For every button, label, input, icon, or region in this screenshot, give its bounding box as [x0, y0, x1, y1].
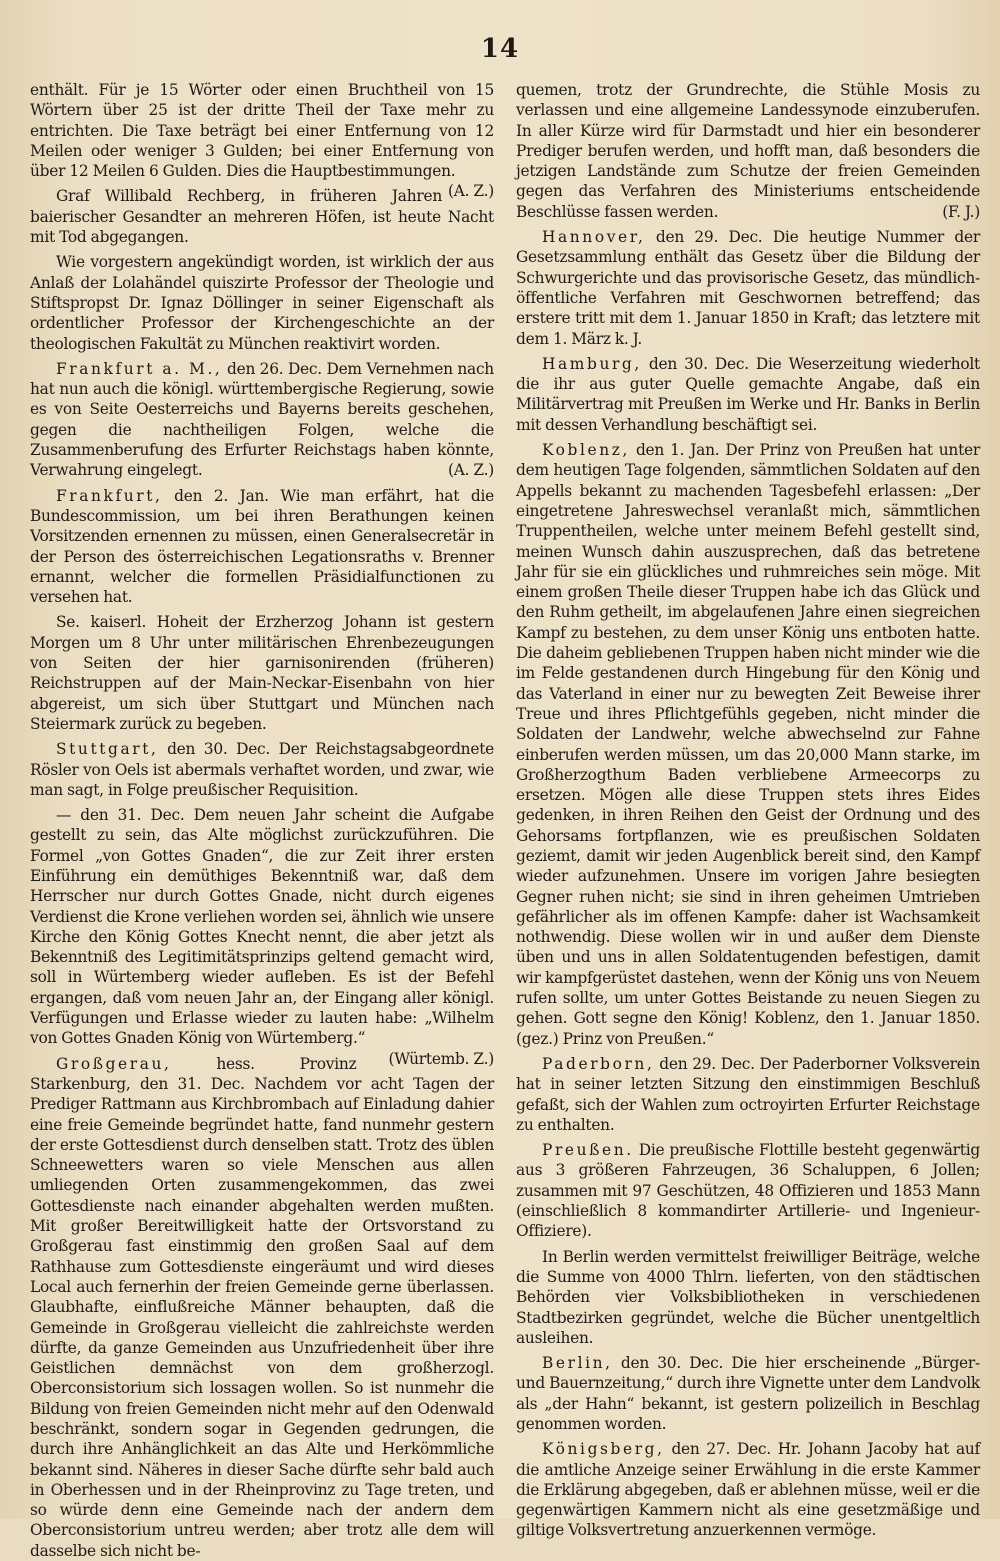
dateline-place: Koblenz,: [542, 441, 630, 460]
article-paragraph: [30, 252, 494, 353]
article-text: Graf Willibald Rechberg, in früheren Jahren baierischer Gesandter an mehreren Höfen, ist heute Nacht mit Tod abgegangen.: [30, 187, 494, 247]
article-text: den 30. Dec. Die Weserzeitung wiederholt die ihr aus guter Quelle gemachte Angabe, daß ein Militärvertrag mit Preußen im Werke und Hr. Banks in Berlin mit dessen Verhandlung beschäftigt sei.: [516, 354, 980, 434]
article-paragraph: [516, 1439, 980, 1540]
article-paragraph: [516, 1054, 980, 1135]
article-text: den 1. Jan. Der Prinz von Preußen hat unter dem heutigen Tage folgenden, sämmtlichen Soldaten auf den Appells bekannt zu machenden Tagesbefehl erlassen: „Der eingetretene Jahreswechsel veranlaßt mich, sämmtlichen Truppentheilen, welche unter meinem Befehl gestellt sind, meinen Wunsch dahin auszusprechen, daß das betretene Jahr für sie ein glückliches und ruhmreiches sein möge. Mit einem großen Theile dieser Truppen habe ich das Glück und den Ruhm getheilt, im abgelaufenen Jahre einen siegreichen Kampf zu bestehen, zu dem unser König uns entboten hatte. Die daheim gebliebenen Truppen haben nicht minder wie die im Felde gestandenen durch Hingebung für den König und das Vaterland in einer nur zu bewegten Zeit Beweise ihrer Treue und ihres Pflichtgefühls gegeben, nicht minder die Soldaten der Landwehr, welche abwechselnd zur Fahne einberufen werden müssen, um das 20,000 Mann starke, im Großherzogthum Baden verbliebene Armeecorps zu ersetzen. Mögen alle diese Truppen stets ihres Eides gedenken, in ihren Reihen den Geist der Ordnung und des Gehorsams fortpflanzen, wie es preußischen Soldaten geziemt, damit wir jeden Augenblick bereit sind, den Kampf wieder aufzunehmen. Unsere im vorigen Jahre besiegten Gegner ruhen nicht; sie sind in ihren geheimen Umtrieben gefährlicher als im offenen Kampfe: daher ist Wachsamkeit nothwendig. Diese wollen wir in und außer dem Dienste üben und uns in allen Soldatentugenden befestigen, damit wir kampfgerüstet dastehen, wenn der König uns von Neuem rufen sollte, um unter Gottes Beistande zu neuen Siegen zu gehen. Gott segne den König! Koblenz, den 1. Januar 1850. (gez.) Prinz von Preußen.“: [516, 441, 980, 1048]
article-text: den 26. Dec. Dem Vernehmen nach hat nun auch die königl. württembergische Regierung, sowie es von Seite Oesterreichs und Bayerns bereits geschehen, gegen die nachtheiligen Folgen, welche die Zusammenberufung des Erfurter Reichstags haben könnte, Verwahrung eingelegt.: [30, 359, 494, 480]
article-paragraph: [30, 359, 494, 481]
article-paragraph: [30, 1054, 494, 1561]
article-paragraph: [516, 1247, 980, 1348]
article-text: Die preußische Flottille besteht gegenwärtig aus 3 größeren Fahrzeugen, 36 Schaluppen, 6 Jollen; zusammen mit 97 Geschützen, 48 Offizieren und 1853 Mann (einschließlich 8 kommandirter Artillerie- und Ingenieur-Offiziere).: [516, 1141, 980, 1241]
article-paragraph: [516, 1140, 980, 1241]
source-citation: (A. Z.): [448, 461, 494, 480]
article-text: den 2. Jan. Wie man erfährt, hat die Bundescommission, um bei ihren Berathungen keinen Vorsitzenden ernennen zu müssen, einen Generalsecretär in der Person des österreichischen Legationsraths v. Brenner ernannt, welcher die formellen Präsidialfunctionen zu versehen hat.: [30, 486, 494, 607]
right-column: [516, 80, 980, 1540]
page-number: 14: [480, 34, 520, 64]
article-text: quemen, trotz der Grundrechte, die Stühle Mosis zu verlassen und eine allgemeine Landessynode einzuberufen. In aller Kürze wird für Darmstadt und hier ein besonderer Prediger berufen werden, und hofft man, daß besonders die jetzigen Landstände zum Schutze der freien Gemeinden gegen das Verfahren des Ministeriums entscheidende Beschlüsse fassen werden.: [516, 81, 980, 221]
dateline-place: Stuttgart,: [56, 740, 159, 759]
article-text: enthält. Für je 15 Wörter oder einen Bruchtheil von 15 Wörtern über 25 ist der dritte Theil der Taxe mehr zu entrichten. Die Taxe beträgt bei einer Entfernung von 12 Meilen oder weniger 3 Gulden; bei einer Entfernung von über 12 Meilen 6 Gulden. Dies die Hauptbestimmungen.: [30, 81, 494, 181]
article-paragraph: [516, 80, 980, 222]
article-paragraph: [30, 612, 494, 734]
dateline-place: Frankfurt a. M.,: [56, 359, 223, 378]
source-citation: (Würtemb. Z.): [388, 1049, 494, 1068]
article-text: den 30. Dec. Die hier erscheinende „Bürger- und Bauernzeitung,“ durch ihre Vignette unter dem Landvolk als „der Hahn“ bekannt, ist gestern polizeilich in Beschlag genommen worden.: [516, 1354, 980, 1433]
article-paragraph: [30, 486, 494, 608]
dateline-place: Frankfurt,: [56, 486, 163, 505]
article-text: — den 31. Dec. Dem neuen Jahr scheint die Aufgabe gestellt zu sein, das Alte möglichst zurückzuführen. Die Formel „von Gottes Gnaden“, die zur Zeit ihrer ersten Einführung ein demüthiges Bekenntniß war, daß dem Herrscher nur durch Gottes Gnade, nicht durch eigenes Verdienst die Krone verliehen worden sei, ähnlich wie unsere Kirche den König Gottes Knecht nennt, die aber jetzt als Bekenntniß des Legitimitätsprinzips geltend gemacht wird, soll in Würtemberg wieder aufleben. Es ist der Befehl ergangen, daß vom neuen Jahr an, der Eingang aller königl. Verfügungen und Erlasse wieder zu lauten habe: „Wilhelm von Gottes Gnaden König von Würtemberg.“: [30, 806, 494, 1048]
article-paragraph: [30, 80, 494, 201]
article-paragraph: [516, 227, 980, 349]
article-paragraph: [516, 354, 980, 435]
article-paragraph: [30, 739, 494, 800]
article-text: hess. Provinz Starkenburg, den 31. Dec. Nachdem vor acht Tagen der Prediger Rattmann aus Kirchbrombach auf Einladung dahier eine freie Gemeinde begründet hatte, fand nunmehr gestern der erste Gottesdienst durch denselben statt. Trotz des üblen Schneewetters waren so viele Menschen aus allen umliegenden Orten zusammengekommen, das zwei Gottesdienste nach einander abgehalten werden mußten. Mit großer Bereitwilligkeit hatte der Ortsvorstand zu Großgerau fast einstimmig den großen Saal auf dem Rathhause zum Gottesdienste eingeräumt und wird dieses Local auch fernerhin der freien Gemeinde gerne überlassen. Glaubhafte, einflußreiche Männer behaupten, daß die Gemeinde in Großgerau vielleicht die zahlreichste werden dürfte, da ganze Gemeinden aus Unzufriedenheit über ihre Geistlichen demnächst von dem großherzogl. Oberconsistorium sich lossagen wollen. So ist nunmehr die Bildung von freien Gemeinden nicht mehr auf den Odenwald beschränkt, sondern sogar in Gegenden gedrungen, die durch ihre Anhänglichkeit an das Alte und Herkömmliche bekannt sind. Näheres in dieser Sache dürfte sehr bald auch in Oberhessen und in der Rheinprovinz zu Tage treten, und so würde denn eine Gemeinde nach der andern dem Oberconsistorium untreu werden; aber trotz alle dem will dasselbe sich nicht be-: [30, 1054, 494, 1560]
dateline-place: Preußen.: [542, 1141, 634, 1160]
dateline-place: Berlin,: [542, 1354, 613, 1373]
article-text: In Berlin werden vermittelst freiwilliger Beiträge, welche die Summe von 4000 Thlrn. lieferten, von den städtischen Behörden vier Volksbibliotheken in verschiedenen Stadtbezirken gegründet, welche die Bücher unentgeltlich ausleihen.: [516, 1247, 980, 1347]
article-paragraph: [516, 1353, 980, 1434]
article-text: den 27. Dec. Hr. Johann Jacoby hat auf die amtliche Anzeige seiner Erwählung in die erste Kammer die Erklärung abgegeben, daß er ablehnen müsse, weil er die gegenwärtigen Kammern nicht als eine gesetzmäßige und giltige Volksvertretung anzuerkennen vermöge.: [516, 1440, 980, 1540]
article-text: Wie vorgestern angekündigt worden, ist wirklich der aus Anlaß der Lolahändel quiszirte Professor der Theologie und Stiftspropst Dr. Ignaz Döllinger in seiner Eigenschaft als ordentlicher Professor der Kirchengeschichte an der theologischen Fakultät zu München reaktivirt worden.: [30, 253, 494, 353]
left-column: [30, 80, 494, 1560]
article-paragraph: [516, 440, 980, 1049]
article-text: den 29. Dec. Die heutige Nummer der Gesetzsammlung enthält das Gesetz über die Bildung der Schwurgerichte und das provisorische Gesetz, das mündlich-öffentliche Verfahren mit Geschwornen betreffend; das erstere tritt mit dem 1. Januar 1850 in Kraft; das letztere mit dem 1. März k. J.: [516, 228, 980, 348]
dateline-place: Paderborn,: [542, 1054, 655, 1073]
article-text: den 30. Dec. Der Reichstagsabgeordnete Rösler von Oels ist abermals verhaftet worden, und zwar, wie man sagt, in Folge preußischer Requisition.: [30, 740, 494, 799]
dateline-place: Königsberg,: [542, 1440, 665, 1459]
source-citation: (A. Z.): [448, 182, 494, 201]
dateline-place: Hamburg,: [542, 354, 642, 373]
source-citation: (F. J.): [942, 202, 980, 221]
article-text: den 29. Dec. Der Paderborner Volksverein hat in seiner letzten Sitzung den einstimmigen Beschluß gefaßt, sich der Wahlen zum octroyirten Erfurter Reichstage zu enthalten.: [516, 1054, 980, 1134]
dateline-place: Hannover,: [542, 228, 646, 247]
article-text: Se. kaiserl. Hoheit der Erzherzog Johann ist gestern Morgen um 8 Uhr unter militärischen Ehrenbezeugungen von Seiten der hier garnisonirenden (früheren) Reichstruppen auf der Main-Neckar-Eisenbahn von hier abgereist, um sich über Stuttgart und München nach Steiermark zurück zu begeben.: [30, 613, 494, 733]
dateline-place: Großgerau,: [56, 1054, 172, 1073]
text-columns: [30, 80, 980, 1560]
article-paragraph: [30, 186, 494, 247]
